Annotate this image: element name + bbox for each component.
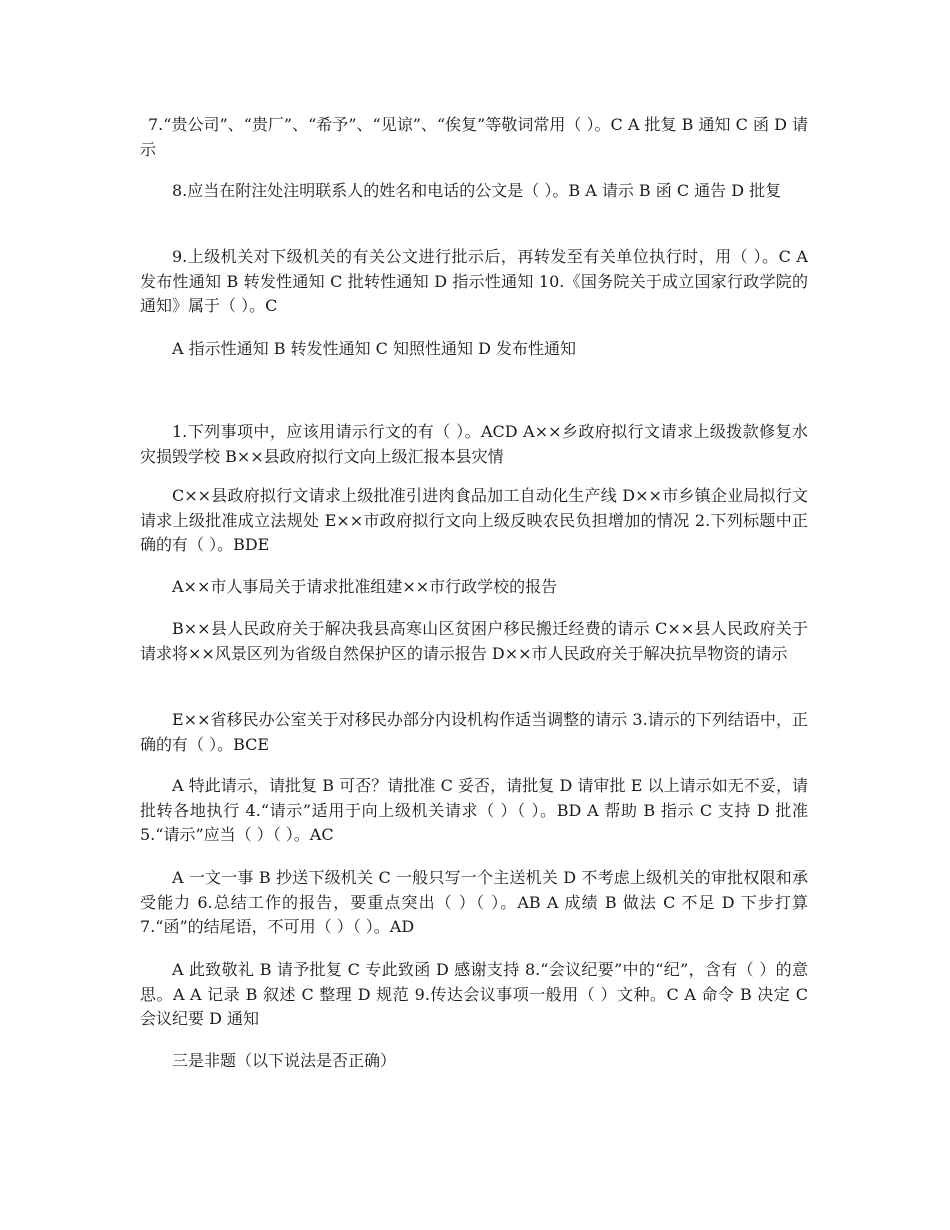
- question-8-single: 8.应当在附注处注明联系人的姓名和电话的公文是（ ）。B A 请示 B 函 C 通告 D 批复: [172, 181, 782, 200]
- question-2-option-e-question-3: E××省移民办公室关于对移民办部分内设机构作适当调整的请示 3.请示的下列结语中，正确的有（ ）。BCE: [140, 710, 808, 754]
- question-1-continued-question-2: C××县政府拟行文请求上级批准引进肉食品加工自动化生产线 D××市乡镇企业局拟行文请求上级批准成立法规处 E××市政府拟行文向上级反映农民负担增加的情况 2.下列标题中正确的有（ ）。BDE: [140, 486, 808, 554]
- question-10-options: A 指示性通知 B 转发性通知 C 知照性通知 D 发布性通知: [172, 339, 576, 358]
- question-5-options-question-6-7: A 一文一事 B 抄送下级机关 C 一般只写一个主送机关 D 不考虑上级机关的审批权限和承受能力 6.总结工作的报告，要重点突出（ ）（ ）。AB A 成绩 B 做法 C 不足 D 下步打算 7.“函”的结尾语，不可用（ ）（ ）。AD: [140, 868, 808, 936]
- question-2-option-a: A××市人事局关于请求批准组建××市行政学校的报告: [172, 577, 558, 596]
- question-2-options-b-c-d: B××县人民政府关于解决我县高寒山区贫困户移民搬迁经费的请示 C××县人民政府关于请求将××风景区列为省级自然保护区的请示报告 D××市人民政府关于解决抗旱物资的请示: [140, 619, 808, 663]
- question-9-10-single: 9.上级机关对下级机关的有关公文进行批示后，再转发至有关单位执行时，用（ ）。C A 发布性通知 B 转发性通知 C 批转性通知 D 指示性通知 10.《国务院关于成立国家行政学院的通知》属于（ ）。C: [140, 247, 808, 315]
- question-3-options-question-4-5: A 特此请示，请批复 B 可否？请批准 C 妥否，请批复 D 请审批 E 以上请示如无不妥，请批转各地执行 4.“请示”适用于向上级机关请求（ ）（ ）。BD A 帮助 B 指示 C 支持 D 批准 5.“请示”应当（ ）（ ）。AC: [140, 776, 808, 844]
- question-7-single: 7.“贵公司”、“贵厂”、“希予”、“见谅”、“俟复”等敬词常用（ ）。C A 批复 B 通知 C 函 D 请示: [140, 115, 808, 159]
- question-1-multiple: 1.下列事项中，应该用请示行文的有（ ）。ACD A××乡政府拟行文请求上级拨款修复水灾损毁学校 B××县政府拟行文向上级汇报本县灾情: [140, 422, 808, 466]
- section-three-heading: 三是非题（以下说法是否正确）: [172, 1051, 397, 1070]
- question-7-options-question-8-9: A 此致敬礼 B 请予批复 C 专此致函 D 感谢支持 8.“会议纪要”中的“纪”，含有（ ）的意思。A A 记录 B 叙述 C 整理 D 规范 9.传达会议事项一般用（ ）文种。C A 命令 B 决定 C 会议纪要 D 通知: [140, 960, 808, 1028]
